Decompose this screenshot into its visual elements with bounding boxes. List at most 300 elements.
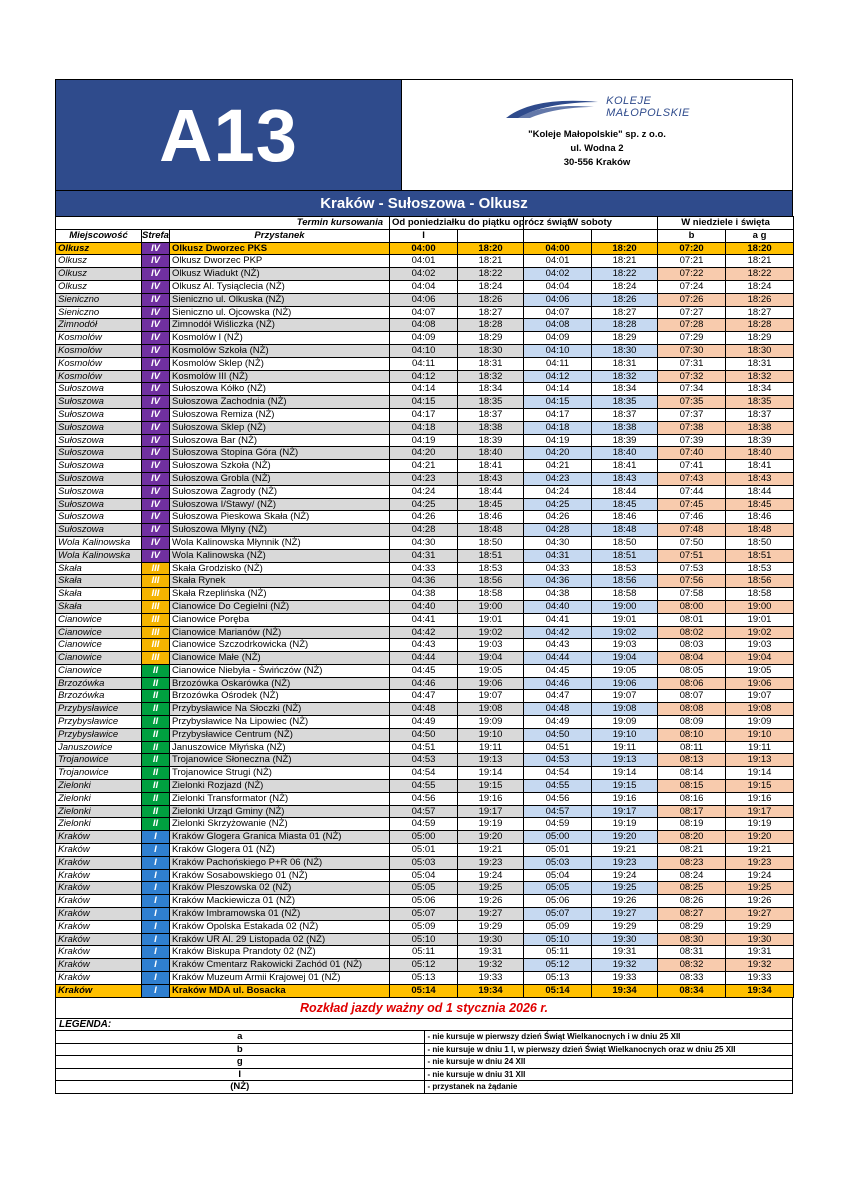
departure-time-cell: 18:44 xyxy=(726,485,794,498)
departure-time-cell: 07:51 xyxy=(658,549,726,562)
departure-time-cell: 18:51 xyxy=(726,549,794,562)
mark-weekday-1: I xyxy=(390,229,458,242)
departure-time-cell: 19:05 xyxy=(726,664,794,677)
table-row xyxy=(56,268,794,281)
legend-symbol: a xyxy=(56,1031,425,1044)
departure-time-cell: 19:16 xyxy=(592,792,658,805)
departure-time-cell: 07:26 xyxy=(658,293,726,306)
departure-time-cell: 18:31 xyxy=(726,357,794,370)
table-row xyxy=(56,652,794,665)
departure-time-cell: 04:06 xyxy=(390,293,458,306)
departure-time-cell: 08:21 xyxy=(658,844,726,857)
departure-time-cell: 19:25 xyxy=(592,882,658,895)
departure-time-cell: 18:30 xyxy=(592,344,658,357)
departure-time-cell: 05:00 xyxy=(390,831,458,844)
zone-cell: III xyxy=(142,575,170,588)
departure-time-cell: 05:12 xyxy=(390,959,458,972)
departure-time-cell: 18:48 xyxy=(592,524,658,537)
departure-time-cell: 04:55 xyxy=(390,780,458,793)
departure-time-cell: 19:13 xyxy=(726,754,794,767)
departure-time-cell: 04:48 xyxy=(390,703,458,716)
departure-time-cell: 19:31 xyxy=(458,946,524,959)
departure-time-cell: 18:28 xyxy=(458,319,524,332)
departure-time-cell: 04:18 xyxy=(390,421,458,434)
table-row xyxy=(56,396,794,409)
departure-time-cell: 08:25 xyxy=(658,882,726,895)
table-row xyxy=(56,972,794,985)
departure-time-cell: 19:32 xyxy=(592,959,658,972)
departure-time-cell: 04:24 xyxy=(524,485,592,498)
departure-time-cell: 19:33 xyxy=(592,972,658,985)
departure-time-cell: 19:32 xyxy=(726,959,794,972)
departure-time-cell: 18:32 xyxy=(458,370,524,383)
departure-time-cell: 18:26 xyxy=(592,293,658,306)
town-cell: Januszowice xyxy=(56,741,142,754)
mark-saturday-2 xyxy=(592,229,658,242)
departure-time-cell: 19:23 xyxy=(592,856,658,869)
departure-time-cell: 18:50 xyxy=(592,536,658,549)
header-row-columns xyxy=(56,229,794,242)
town-cell: Kraków xyxy=(56,920,142,933)
stop-cell: Kraków Sosabowskiego 01 (NŻ) xyxy=(170,869,390,882)
departure-time-cell: 04:33 xyxy=(390,562,458,575)
stop-cell: Zielonki Rozjazd (NŻ) xyxy=(170,780,390,793)
departure-time-cell: 08:03 xyxy=(658,639,726,652)
departure-time-cell: 07:46 xyxy=(658,511,726,524)
town-cell: Przybysławice xyxy=(56,703,142,716)
departure-time-cell: 19:11 xyxy=(458,741,524,754)
departure-time-cell: 04:47 xyxy=(524,690,592,703)
table-row xyxy=(56,332,794,345)
departure-time-cell: 18:45 xyxy=(592,498,658,511)
departure-time-cell: 04:53 xyxy=(524,754,592,767)
town-cell: Wola Kalinowska xyxy=(56,536,142,549)
town-cell: Sułoszowa xyxy=(56,498,142,511)
departure-time-cell: 18:34 xyxy=(726,383,794,396)
zone-cell: IV xyxy=(142,421,170,434)
departure-time-cell: 04:25 xyxy=(524,498,592,511)
zone-cell: IV xyxy=(142,434,170,447)
stop-cell: Kraków Biskupa Prandoty 02 (NŻ) xyxy=(170,946,390,959)
zone-cell: IV xyxy=(142,370,170,383)
departure-time-cell: 19:26 xyxy=(458,895,524,908)
departure-time-cell: 18:51 xyxy=(592,549,658,562)
departure-time-cell: 04:42 xyxy=(390,626,458,639)
departure-time-cell: 08:31 xyxy=(658,946,726,959)
departure-time-cell: 19:08 xyxy=(726,703,794,716)
departure-time-cell: 07:45 xyxy=(658,498,726,511)
departure-time-cell: 19:27 xyxy=(592,908,658,921)
zone-cell: I xyxy=(142,856,170,869)
departure-time-cell: 04:30 xyxy=(390,536,458,549)
departure-time-cell: 19:11 xyxy=(592,741,658,754)
stop-cell: Sułoszowa Szkoła (NŻ) xyxy=(170,460,390,473)
departure-time-cell: 19:30 xyxy=(592,933,658,946)
departure-time-cell: 04:30 xyxy=(524,536,592,549)
zone-cell: IV xyxy=(142,242,170,255)
zone-cell: IV xyxy=(142,306,170,319)
departure-time-cell: 19:15 xyxy=(726,780,794,793)
departure-time-cell: 18:39 xyxy=(458,434,524,447)
col-stop-header: Przystanek xyxy=(170,229,390,242)
stop-cell: Skała Rynek xyxy=(170,575,390,588)
departure-time-cell: 04:46 xyxy=(390,677,458,690)
departure-time-cell: 18:26 xyxy=(726,293,794,306)
departure-time-cell: 04:45 xyxy=(524,664,592,677)
town-cell: Cianowice xyxy=(56,613,142,626)
company-info xyxy=(402,80,792,190)
zone-cell: IV xyxy=(142,357,170,370)
town-cell: Kraków xyxy=(56,972,142,985)
departure-time-cell: 05:06 xyxy=(390,895,458,908)
departure-time-cell: 18:24 xyxy=(458,280,524,293)
table-row xyxy=(56,447,794,460)
legend-row xyxy=(56,1056,793,1069)
town-cell: Sułoszowa xyxy=(56,408,142,421)
zone-cell: III xyxy=(142,639,170,652)
departure-time-cell: 18:50 xyxy=(458,536,524,549)
departure-time-cell: 08:07 xyxy=(658,690,726,703)
table-row xyxy=(56,306,794,319)
departure-time-cell: 19:02 xyxy=(458,626,524,639)
town-cell: Kraków xyxy=(56,959,142,972)
stop-cell: Sułoszowa I/Stawy/ (NŻ) xyxy=(170,498,390,511)
departure-time-cell: 04:56 xyxy=(524,792,592,805)
departure-time-cell: 05:09 xyxy=(390,920,458,933)
legend-symbol: g xyxy=(56,1056,425,1069)
departure-time-cell: 04:12 xyxy=(390,370,458,383)
departure-time-cell: 19:08 xyxy=(458,703,524,716)
departure-time-cell: 04:38 xyxy=(390,588,458,601)
departure-time-cell: 04:14 xyxy=(524,383,592,396)
departure-time-cell: 18:45 xyxy=(726,498,794,511)
departure-time-cell: 19:04 xyxy=(592,652,658,665)
departure-time-cell: 18:35 xyxy=(592,396,658,409)
departure-time-cell: 04:41 xyxy=(524,613,592,626)
departure-time-cell: 19:20 xyxy=(592,831,658,844)
departure-time-cell: 04:41 xyxy=(390,613,458,626)
town-cell: Trojanowice xyxy=(56,767,142,780)
town-cell: Sułoszowa xyxy=(56,524,142,537)
departure-time-cell: 05:10 xyxy=(524,933,592,946)
town-cell: Cianowice xyxy=(56,652,142,665)
departure-time-cell: 18:35 xyxy=(458,396,524,409)
departure-time-cell: 08:29 xyxy=(658,920,726,933)
company-name: "Koleje Małopolskie" sp. z o.o. xyxy=(528,129,666,140)
departure-time-cell: 04:28 xyxy=(524,524,592,537)
departure-time-cell: 19:21 xyxy=(592,844,658,857)
departure-time-cell: 04:18 xyxy=(524,421,592,434)
departure-time-cell: 04:49 xyxy=(524,716,592,729)
departure-time-cell: 07:41 xyxy=(658,460,726,473)
zone-cell: II xyxy=(142,741,170,754)
town-cell: Przybysławice xyxy=(56,716,142,729)
departure-time-cell: 18:46 xyxy=(458,511,524,524)
departure-time-cell: 19:05 xyxy=(592,664,658,677)
departure-time-cell: 19:34 xyxy=(726,984,794,997)
zone-cell: IV xyxy=(142,447,170,460)
stop-cell: Cianowice Poręba xyxy=(170,613,390,626)
departure-time-cell: 19:00 xyxy=(458,600,524,613)
stop-cell: Sieniczno ul. Olkuska (NŻ) xyxy=(170,293,390,306)
table-row xyxy=(56,460,794,473)
zone-cell: I xyxy=(142,869,170,882)
departure-time-cell: 04:07 xyxy=(524,306,592,319)
departure-time-cell: 19:06 xyxy=(592,677,658,690)
departure-time-cell: 18:24 xyxy=(726,280,794,293)
departure-time-cell: 19:17 xyxy=(458,805,524,818)
departure-time-cell: 05:01 xyxy=(390,844,458,857)
departure-time-cell: 08:05 xyxy=(658,664,726,677)
table-row xyxy=(56,728,794,741)
stop-cell: Skała Grodzisko (NŻ) xyxy=(170,562,390,575)
departure-time-cell: 18:21 xyxy=(458,255,524,268)
termin-label: Termin kursowania xyxy=(56,217,390,230)
departure-time-cell: 04:02 xyxy=(390,268,458,281)
zone-cell: II xyxy=(142,818,170,831)
departure-time-cell: 05:03 xyxy=(390,856,458,869)
stop-cell: Olkusz Al. Tysiąclecia (NŻ) xyxy=(170,280,390,293)
departure-time-cell: 07:48 xyxy=(658,524,726,537)
stop-cell: Sułoszowa Grobla (NŻ) xyxy=(170,472,390,485)
departure-time-cell: 04:09 xyxy=(390,332,458,345)
departure-time-cell: 19:32 xyxy=(458,959,524,972)
departure-time-cell: 04:50 xyxy=(524,728,592,741)
departure-time-cell: 07:27 xyxy=(658,306,726,319)
departure-time-cell: 07:28 xyxy=(658,319,726,332)
departure-time-cell: 04:10 xyxy=(390,344,458,357)
table-row xyxy=(56,498,794,511)
table-row xyxy=(56,319,794,332)
stop-cell: Kosmolów Sklep (NŻ) xyxy=(170,357,390,370)
town-cell: Olkusz xyxy=(56,242,142,255)
zone-cell: I xyxy=(142,895,170,908)
zone-cell: IV xyxy=(142,460,170,473)
table-row xyxy=(56,869,794,882)
departure-time-cell: 07:58 xyxy=(658,588,726,601)
departure-time-cell: 19:15 xyxy=(592,780,658,793)
stop-cell: Kosmolów Szkoła (NŻ) xyxy=(170,344,390,357)
departure-time-cell: 18:27 xyxy=(592,306,658,319)
legend-row xyxy=(56,1043,793,1056)
route-number: A13 xyxy=(159,93,298,177)
departure-time-cell: 08:13 xyxy=(658,754,726,767)
departure-time-cell: 19:16 xyxy=(726,792,794,805)
departure-time-cell: 19:10 xyxy=(592,728,658,741)
zone-cell: I xyxy=(142,844,170,857)
departure-time-cell: 07:38 xyxy=(658,421,726,434)
departure-time-cell: 18:20 xyxy=(726,242,794,255)
table-row xyxy=(56,856,794,869)
logo-text xyxy=(606,95,690,119)
stop-cell: Zielonki Urząd Gminy (NŻ) xyxy=(170,805,390,818)
company-street: ul. Wodna 2 xyxy=(570,143,624,154)
departure-time-cell: 04:24 xyxy=(390,485,458,498)
departure-time-cell: 04:17 xyxy=(390,408,458,421)
departure-time-cell: 04:11 xyxy=(524,357,592,370)
departure-time-cell: 19:23 xyxy=(458,856,524,869)
stop-cell: Januszowice Młyńska (NŻ) xyxy=(170,741,390,754)
departure-time-cell: 19:04 xyxy=(726,652,794,665)
zone-cell: IV xyxy=(142,536,170,549)
zone-cell: II xyxy=(142,690,170,703)
town-cell: Kraków xyxy=(56,831,142,844)
table-row xyxy=(56,703,794,716)
departure-time-cell: 04:57 xyxy=(390,805,458,818)
departure-time-cell: 19:19 xyxy=(726,818,794,831)
departure-time-cell: 18:21 xyxy=(726,255,794,268)
stop-cell: Przybysławice Na Słoczki (NŻ) xyxy=(170,703,390,716)
departure-time-cell: 04:31 xyxy=(524,549,592,562)
departure-time-cell: 19:26 xyxy=(592,895,658,908)
departure-time-cell: 07:53 xyxy=(658,562,726,575)
zone-cell: IV xyxy=(142,319,170,332)
departure-time-cell: 18:53 xyxy=(726,562,794,575)
departure-time-cell: 18:37 xyxy=(592,408,658,421)
departure-time-cell: 08:02 xyxy=(658,626,726,639)
departure-time-cell: 18:48 xyxy=(458,524,524,537)
departure-time-cell: 05:13 xyxy=(390,972,458,985)
zone-cell: II xyxy=(142,792,170,805)
company-logo xyxy=(504,94,690,120)
departure-time-cell: 18:34 xyxy=(458,383,524,396)
stop-cell: Kraków Pleszowska 02 (NŻ) xyxy=(170,882,390,895)
departure-time-cell: 19:05 xyxy=(458,664,524,677)
header-row-service-days xyxy=(56,217,794,230)
zone-cell: III xyxy=(142,626,170,639)
table-row xyxy=(56,562,794,575)
legend-row xyxy=(56,1081,793,1094)
table-row xyxy=(56,344,794,357)
departure-time-cell: 04:56 xyxy=(390,792,458,805)
departure-time-cell: 08:24 xyxy=(658,869,726,882)
departure-time-cell: 04:23 xyxy=(390,472,458,485)
stop-cell: Brzozówka Ośrodek (NŻ) xyxy=(170,690,390,703)
table-row xyxy=(56,754,794,767)
departure-time-cell: 18:32 xyxy=(592,370,658,383)
table-row xyxy=(56,805,794,818)
town-cell: Kosmolów xyxy=(56,357,142,370)
departure-time-cell: 05:07 xyxy=(390,908,458,921)
zone-cell: IV xyxy=(142,255,170,268)
timetable-table xyxy=(55,216,794,998)
departure-time-cell: 04:44 xyxy=(390,652,458,665)
stop-cell: Sułoszowa Sklep (NŻ) xyxy=(170,421,390,434)
route-number-box xyxy=(56,80,402,190)
stop-cell: Kraków Glogera Granica Miasta 01 (NŻ) xyxy=(170,831,390,844)
departure-time-cell: 18:51 xyxy=(458,549,524,562)
stop-cell: Cianowice Niebyła - Świńczów (NŻ) xyxy=(170,664,390,677)
departure-time-cell: 18:46 xyxy=(726,511,794,524)
departure-time-cell: 05:00 xyxy=(524,831,592,844)
town-cell: Sułoszowa xyxy=(56,485,142,498)
departure-time-cell: 19:09 xyxy=(726,716,794,729)
departure-time-cell: 18:40 xyxy=(458,447,524,460)
departure-time-cell: 19:13 xyxy=(592,754,658,767)
departure-time-cell: 07:35 xyxy=(658,396,726,409)
departure-time-cell: 19:09 xyxy=(458,716,524,729)
validity-notice: Rozkład jazdy ważny od 1 stycznia 2026 r. xyxy=(55,998,793,1018)
table-row xyxy=(56,780,794,793)
departure-time-cell: 19:10 xyxy=(726,728,794,741)
departure-time-cell: 18:45 xyxy=(458,498,524,511)
stop-cell: Olkusz Wiadukt (NŻ) xyxy=(170,268,390,281)
saturdays-header: W soboty xyxy=(524,217,658,230)
departure-time-cell: 05:14 xyxy=(524,984,592,997)
departure-time-cell: 18:44 xyxy=(592,485,658,498)
stop-cell: Kraków Glogera 01 (NŻ) xyxy=(170,844,390,857)
stop-cell: Zielonki Transformator (NŻ) xyxy=(170,792,390,805)
town-cell: Skała xyxy=(56,588,142,601)
departure-time-cell: 05:12 xyxy=(524,959,592,972)
departure-time-cell: 08:26 xyxy=(658,895,726,908)
departure-time-cell: 18:35 xyxy=(726,396,794,409)
departure-time-cell: 04:36 xyxy=(390,575,458,588)
table-row xyxy=(56,639,794,652)
zone-cell: I xyxy=(142,933,170,946)
stop-cell: Kraków Pachońskiego P+R 06 (NŻ) xyxy=(170,856,390,869)
zone-cell: II xyxy=(142,728,170,741)
departure-time-cell: 04:45 xyxy=(390,664,458,677)
departure-time-cell: 05:09 xyxy=(524,920,592,933)
departure-time-cell: 19:25 xyxy=(458,882,524,895)
departure-time-cell: 07:30 xyxy=(658,344,726,357)
departure-time-cell: 04:44 xyxy=(524,652,592,665)
town-cell: Kraków xyxy=(56,882,142,895)
departure-time-cell: 04:51 xyxy=(390,741,458,754)
departure-time-cell: 05:06 xyxy=(524,895,592,908)
departure-time-cell: 19:11 xyxy=(726,741,794,754)
town-cell: Sułoszowa xyxy=(56,511,142,524)
departure-time-cell: 19:24 xyxy=(458,869,524,882)
zone-cell: IV xyxy=(142,383,170,396)
departure-time-cell: 18:41 xyxy=(458,460,524,473)
stop-cell: Kraków Mackiewicza 01 (NŻ) xyxy=(170,895,390,908)
stop-cell: Skała Rzeplińska (NŻ) xyxy=(170,588,390,601)
departure-time-cell: 04:25 xyxy=(390,498,458,511)
departure-time-cell: 07:32 xyxy=(658,370,726,383)
zone-cell: I xyxy=(142,882,170,895)
zone-cell: I xyxy=(142,946,170,959)
departure-time-cell: 18:28 xyxy=(592,319,658,332)
stop-cell: Kraków MDA ul. Bosacka xyxy=(170,984,390,997)
stop-cell: Sułoszowa Pieskowa Skała (NŻ) xyxy=(170,511,390,524)
town-cell: Kraków xyxy=(56,869,142,882)
town-cell: Brzozówka xyxy=(56,677,142,690)
departure-time-cell: 04:20 xyxy=(390,447,458,460)
stop-cell: Cianowice Małe (NŻ) xyxy=(170,652,390,665)
departure-time-cell: 05:03 xyxy=(524,856,592,869)
departure-time-cell: 04:57 xyxy=(524,805,592,818)
legend-row xyxy=(56,1031,793,1044)
departure-time-cell: 08:20 xyxy=(658,831,726,844)
legend-description: - nie kursuje w dniu 1 I, w pierwszy dzień Świąt Wielkanocnych oraz w dniu 25 XII xyxy=(424,1043,793,1056)
departure-time-cell: 07:56 xyxy=(658,575,726,588)
departure-time-cell: 18:58 xyxy=(726,588,794,601)
zone-cell: III xyxy=(142,600,170,613)
departure-time-cell: 04:15 xyxy=(390,396,458,409)
departure-time-cell: 07:37 xyxy=(658,408,726,421)
table-row xyxy=(56,511,794,524)
town-cell: Skała xyxy=(56,600,142,613)
zone-cell: IV xyxy=(142,511,170,524)
town-cell: Trojanowice xyxy=(56,754,142,767)
stop-cell: Sułoszowa Bar (NŻ) xyxy=(170,434,390,447)
departure-time-cell: 19:27 xyxy=(726,908,794,921)
departure-time-cell: 05:14 xyxy=(390,984,458,997)
stop-cell: Przybysławice Na Lipowiec (NŻ) xyxy=(170,716,390,729)
zone-cell: IV xyxy=(142,408,170,421)
